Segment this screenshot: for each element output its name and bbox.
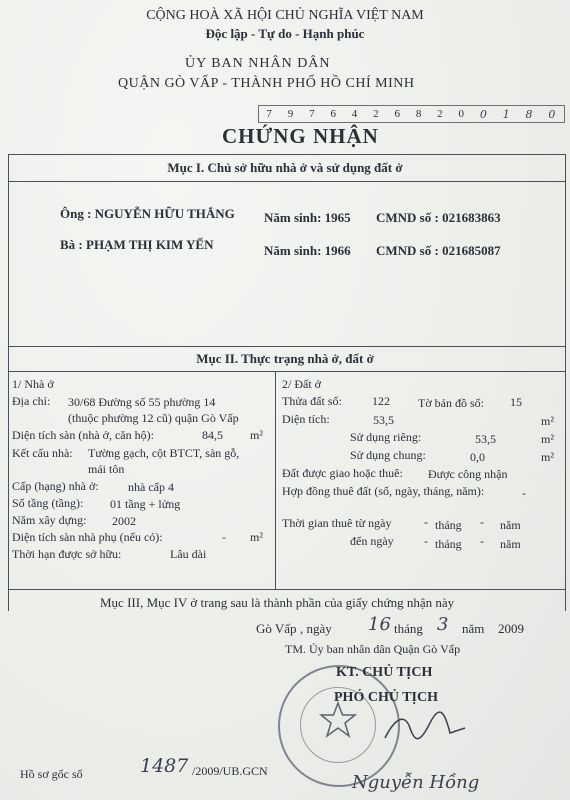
- issue-year: 2009: [498, 621, 524, 636]
- grade-value: nhà cấp 4: [128, 480, 174, 494]
- signer-role-2: PHÓ CHỦ TỊCH: [334, 690, 438, 705]
- land-area-label: Diện tích:: [282, 412, 330, 426]
- aux-area-value: -: [222, 530, 226, 544]
- floors-label: Số tầng (tầng):: [12, 496, 84, 510]
- divider: [8, 181, 566, 182]
- house-title: 1/ Nhà ở: [12, 377, 54, 391]
- signer-name: Nguyễn Hồng: [352, 772, 480, 793]
- lease-from-day: -: [424, 515, 428, 529]
- lease-to-year-label: năm: [500, 537, 521, 551]
- map-sheet-value: 15: [510, 395, 522, 409]
- divider: [8, 154, 566, 155]
- lease-to-month-label: tháng: [435, 537, 462, 551]
- section1-heading: Mục I. Chủ sở hữu nhà ở và sử dụng đất ở: [167, 160, 403, 175]
- divider: [8, 371, 566, 372]
- allocation-value: Được công nhận: [428, 467, 508, 481]
- record-label: Hồ sơ gốc số: [20, 767, 83, 781]
- authority-name: ỦY BAN NHÂN DÂN: [185, 56, 331, 71]
- floor-area-value: 84,5: [202, 428, 223, 442]
- land-area-value: 53,5: [373, 413, 394, 427]
- divider: [8, 346, 566, 347]
- record-suffix: /2009/UB.GCN: [192, 764, 268, 778]
- build-year-value: 2002: [112, 514, 136, 528]
- lease-to-day: -: [424, 534, 428, 548]
- lease-contract-label: Hợp đồng thuê đất (số, ngày, tháng, năm):: [282, 484, 485, 498]
- divider: [8, 154, 9, 611]
- structure-line1: Tường gạch, cột BTCT, sàn gỗ,: [88, 446, 240, 460]
- lease-from-year-label: năm: [500, 518, 521, 532]
- signature-mark: [380, 708, 470, 748]
- issue-day: 16: [368, 614, 391, 635]
- divider: [8, 589, 566, 590]
- country-name: CỘNG HOÀ XÃ HỘI CHỦ NGHĨA VIỆT NAM: [146, 8, 424, 23]
- serial-number: 7 9 7 6 4 2 6 8 2 0 0 1 8 0: [258, 105, 565, 123]
- issue-month-label: tháng: [394, 621, 423, 636]
- shared-use-value: 0,0: [470, 450, 485, 464]
- owner2-id: CMND số : 021685087: [376, 243, 501, 258]
- issue-day-label: , ngày: [300, 621, 332, 636]
- divider: [275, 371, 276, 589]
- private-use-value: 53,5: [475, 432, 496, 446]
- owner2-birth: Năm sinh: 1966: [264, 243, 351, 258]
- floors-value: 01 tầng + lửng: [110, 497, 181, 511]
- section2-heading: Mục II. Thực trạng nhà ở, đất ở: [196, 351, 374, 366]
- owner1-birth: Năm sinh: 1965: [264, 210, 351, 225]
- district-name: QUẬN GÒ VẤP - THÀNH PHỐ HỒ CHÍ MINH: [118, 76, 415, 91]
- address-line1: 30/68 Đường số 55 phường 14: [68, 395, 216, 409]
- signer-role-1: KT. CHỦ TỊCH: [336, 665, 433, 680]
- ownership-term-value: Lâu dài: [170, 547, 207, 561]
- structure-label: Kết cấu nhà:: [12, 446, 73, 460]
- lease-from-label: Thời gian thuê từ ngày: [282, 516, 392, 530]
- owner2-name: Bà : PHẠM THỊ KIM YẾN: [60, 237, 214, 252]
- on-behalf-line: TM. Ủy ban nhân dân Quận Gò Vấp: [285, 642, 461, 656]
- map-sheet-label: Tờ bản đồ số:: [418, 396, 485, 410]
- issue-year-label: năm: [462, 621, 485, 636]
- floor-area-unit: m²: [250, 428, 263, 442]
- divider: [565, 154, 566, 611]
- national-motto: Độc lập - Tự do - Hạnh phúc: [205, 26, 365, 41]
- lease-from-month-label: tháng: [435, 518, 462, 532]
- address-label: Địa chỉ:: [12, 394, 51, 408]
- aux-area-unit: m²: [250, 530, 263, 544]
- land-area-unit: m²: [541, 414, 554, 428]
- plot-label: Thửa đất số:: [282, 394, 342, 408]
- owner1-name: Ông : NGUYỄN HỮU THẮNG: [60, 206, 235, 221]
- shared-use-label: Sử dụng chung:: [350, 448, 426, 462]
- issue-month: 3: [437, 614, 449, 635]
- lease-from-month: -: [480, 515, 484, 529]
- attachment-note: Mục III, Mục IV ở trang sau là thành phần của giấy chứng nhận này: [100, 595, 455, 610]
- lease-to-label: đến ngày: [350, 534, 394, 548]
- address-line2: (thuộc phường 12 cũ) quận Gò Vấp: [68, 411, 239, 425]
- private-use-unit: m²: [541, 432, 554, 446]
- floor-area-label: Diện tích sàn (nhà ở, căn hộ):: [12, 428, 154, 442]
- star-emblem-icon: [318, 700, 358, 740]
- plot-value: 122: [372, 394, 390, 408]
- lease-contract-value: -: [522, 486, 526, 500]
- aux-area-label: Diện tích sàn nhà phụ (nếu có):: [12, 530, 163, 544]
- ownership-term-label: Thời hạn được sở hữu:: [12, 547, 122, 561]
- grade-label: Cấp (hạng) nhà ở:: [12, 479, 99, 493]
- record-number: 1487: [140, 755, 189, 777]
- land-title: 2/ Đất ở: [282, 377, 322, 391]
- owner1-id: CMND số : 021683863: [376, 210, 501, 225]
- lease-to-month: -: [480, 534, 484, 548]
- document-title: CHỨNG NHẬN: [222, 124, 379, 148]
- allocation-label: Đất được giao hoặc thuê:: [282, 466, 403, 480]
- build-year-label: Năm xây dựng:: [12, 513, 87, 527]
- issue-place: Gò Vấp: [256, 621, 297, 636]
- shared-use-unit: m²: [541, 450, 554, 464]
- private-use-label: Sử dụng riêng:: [350, 430, 422, 444]
- structure-line2: mái tôn: [88, 462, 125, 476]
